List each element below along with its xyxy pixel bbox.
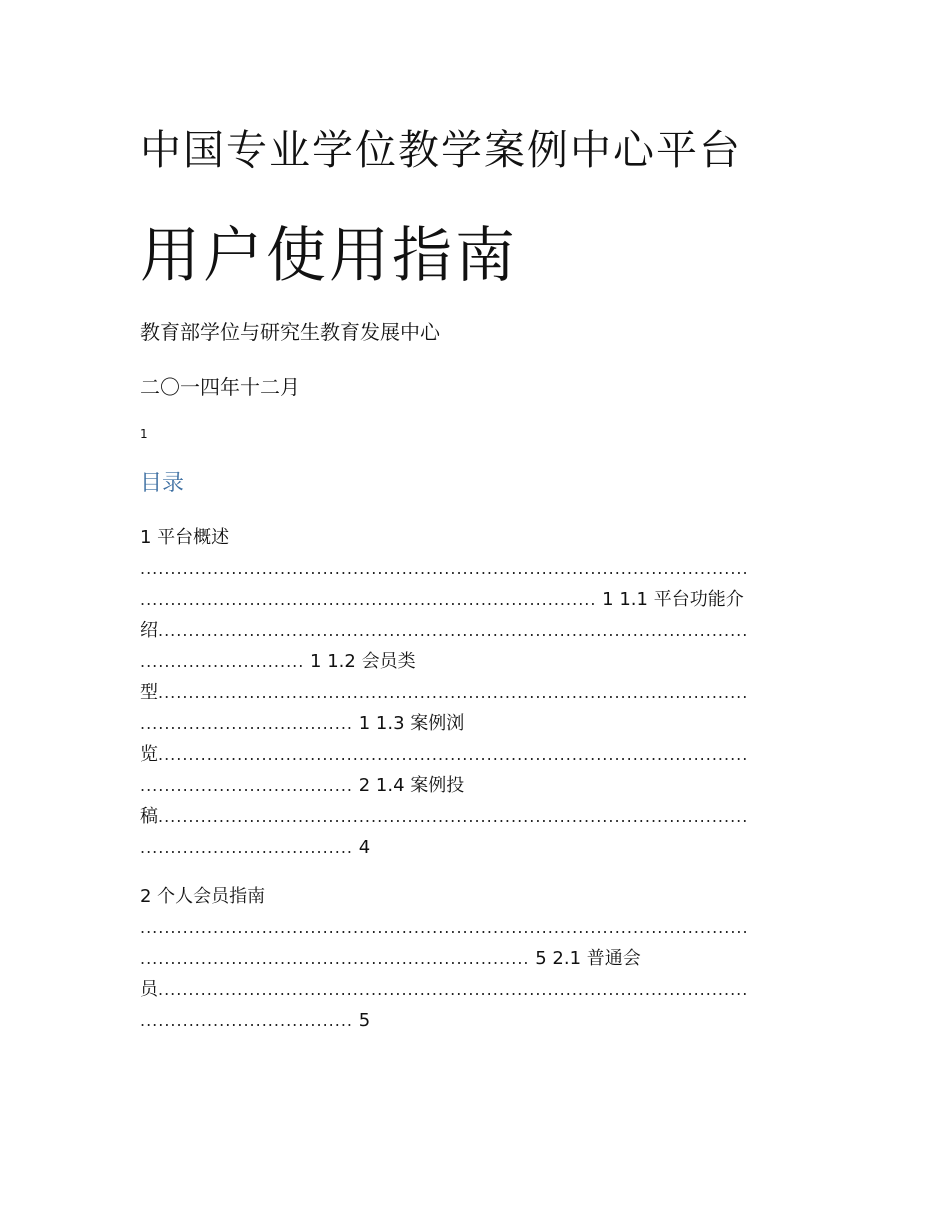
toc-leader: ................................... — [140, 838, 354, 857]
toc-entry — [140, 770, 805, 801]
toc-entry — [140, 553, 805, 584]
toc-section-2 — [140, 881, 805, 1036]
toc-leader: ................................................................................................. — [158, 683, 749, 702]
toc-entry — [140, 943, 805, 974]
toc-leader: ................................................................ — [140, 949, 530, 968]
toc-text: 5 — [353, 1010, 371, 1031]
toc-entry — [140, 739, 805, 770]
toc-entry — [140, 881, 805, 912]
toc-leader: ................................... — [140, 714, 354, 733]
toc-text: 1 1.1 平台功能介 — [596, 589, 744, 610]
page-number: 1 — [140, 427, 148, 441]
toc-text: 览 — [140, 744, 158, 765]
toc-text: 4 — [353, 837, 371, 858]
document-title-line2: 用户使用指南 — [140, 221, 518, 291]
publication-date: 二〇一四年十二月 — [140, 375, 300, 399]
toc-text: 1 1.2 会员类 — [304, 651, 416, 672]
toc-text: 型 — [140, 682, 158, 703]
toc-entry — [140, 708, 805, 739]
toc-leader: .................................................................................................... — [140, 559, 749, 578]
toc-entry — [140, 1005, 805, 1036]
toc-text: 稿 — [140, 806, 158, 827]
toc-leader: .................................................................................................... — [140, 918, 749, 937]
toc-section-1 — [140, 522, 805, 863]
toc-text: 员 — [140, 979, 158, 1000]
toc-leader: ........................... — [140, 652, 305, 671]
toc-entry — [140, 615, 805, 646]
toc-leader: ................................................................................................. — [158, 980, 749, 999]
toc-leader: ........................................................................... — [140, 590, 597, 609]
toc-entry — [140, 677, 805, 708]
toc-leader: ................................... — [140, 776, 354, 795]
toc-entry — [140, 801, 805, 832]
toc-entry — [140, 522, 805, 553]
toc-leader: ................................... — [140, 1011, 354, 1030]
toc-leader: ................................................................................................. — [158, 745, 749, 764]
toc-entry — [140, 912, 805, 943]
document-title-line1: 中国专业学位教学案例中心平台 — [140, 126, 742, 174]
toc-entry — [140, 974, 805, 1005]
toc-leader: ................................................................................................. — [158, 807, 749, 826]
toc-text: 1 平台概述 — [140, 527, 230, 548]
toc-leader: ................................................................................................. — [158, 621, 749, 640]
toc-text: 1 1.3 案例浏 — [353, 713, 465, 734]
toc-text: 2 个人会员指南 — [140, 886, 266, 907]
toc-entry — [140, 584, 805, 615]
toc-heading: 目录 — [140, 471, 185, 496]
toc-text: 5 2.1 普通会 — [529, 948, 641, 969]
organization-name: 教育部学位与研究生教育发展中心 — [140, 320, 440, 344]
toc-entry — [140, 646, 805, 677]
toc-text: 2 1.4 案例投 — [353, 775, 465, 796]
toc-text: 绍 — [140, 620, 158, 641]
toc-entry — [140, 832, 805, 863]
